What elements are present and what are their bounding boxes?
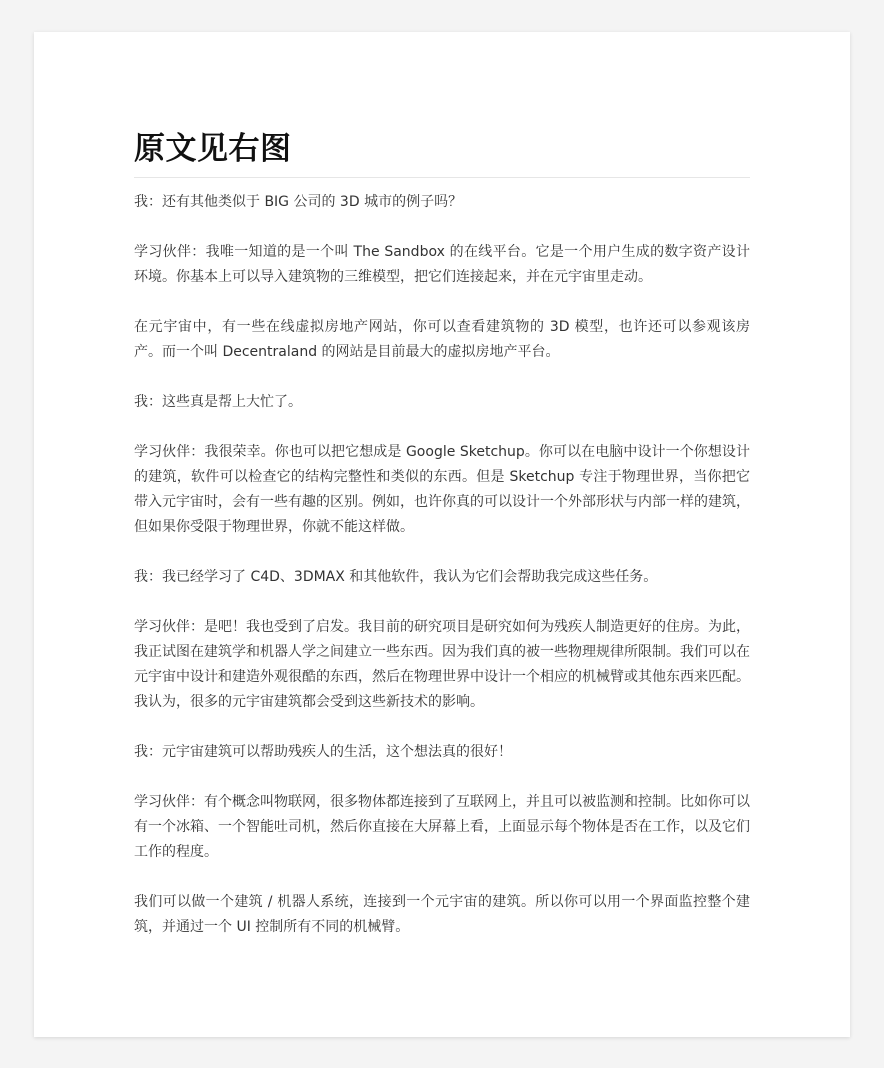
document-content — [134, 128, 750, 965]
paragraph-7: 学习伙伴：是吧！我也受到了启发。我目前的研究项目是研究如何为残疾人制造更好的住房。为此，我正试图在建筑学和机器人学之间建立一些东西。因为我们真的被一些物理规律所限制。我们可以在元宇宙中设计和建造外观很酷的东西，然后在物理世界中设计一个相应的机械臂或其他东西来匹配。我认为，很多的元宇宙建筑都会受到这些新技术的影响。 — [134, 619, 750, 710]
paragraph-8: 我：元宇宙建筑可以帮助残疾人的生活，这个想法真的很好！ — [134, 744, 512, 760]
paragraph-2: 学习伙伴：我唯一知道的是一个叫 The Sandbox 的在线平台。它是一个用户生成的数字资产设计环境。你基本上可以导入建筑物的三维模型，把它们连接起来，并在元宇宙里走动。 — [134, 244, 750, 285]
paragraph-6: 我：我已经学习了 C4D、3DMAX 和其他软件，我认为它们会帮助我完成这些任务。 — [134, 569, 658, 585]
title-divider — [134, 177, 750, 178]
paragraph-3: 在元宇宙中，有一些在线虚拟房地产网站，你可以查看建筑物的 3D 模型，也许还可以参观该房产。而一个叫 Decentraland 的网站是目前最大的虚拟房地产平台。 — [134, 319, 750, 360]
paragraph-5: 学习伙伴：我很荣幸。你也可以把它想成是 Google Sketchup。你可以在电脑中设计一个你想设计的建筑，软件可以检查它的结构完整性和类似的东西。但是 Sketchup 专注于物理世界，当你把它带入元宇宙时，会有一些有趣的区别。例如，也许你真的可以设计一个外部形状与内部一样的建筑，但如果你受限于物理世界，你就不能这样做。 — [134, 444, 750, 535]
page-title: 原文见右图 — [134, 131, 292, 167]
paragraph-1: 我：还有其他类似于 BIG 公司的 3D 城市的例子吗？ — [134, 194, 463, 210]
document-page — [34, 32, 850, 1037]
paragraph-9: 学习伙伴：有个概念叫物联网，很多物体都连接到了互联网上，并且可以被监测和控制。比如你可以有一个冰箱、一个智能吐司机，然后你直接在大屏幕上看，上面显示每个物体是否在工作，以及它们工作的程度。 — [134, 794, 750, 860]
paragraph-4: 我：这些真是帮上大忙了。 — [134, 394, 302, 410]
paragraph-10: 我们可以做一个建筑 / 机器人系统，连接到一个元宇宙的建筑。所以你可以用一个界面监控整个建筑，并通过一个 UI 控制所有不同的机械臂。 — [134, 894, 750, 935]
